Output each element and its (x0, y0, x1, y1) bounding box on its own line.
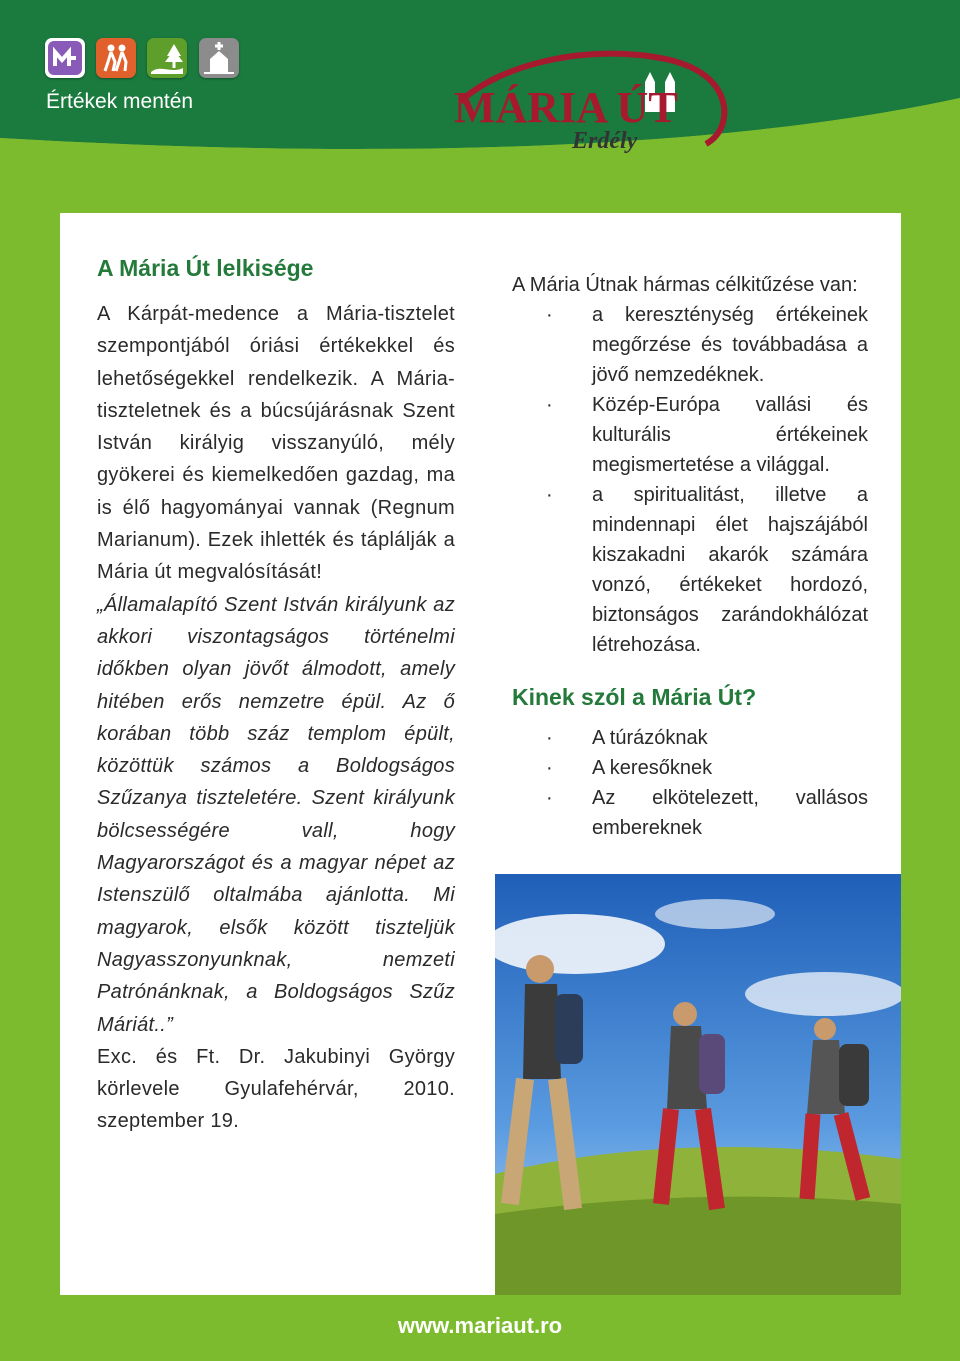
maria-ut-logo (440, 44, 730, 164)
intro-paragraph: A Kárpát-medence a Mária-tisztelet szempontjából óriási értékekkel és lehetőségekkel rendelkezik. A Mária-tiszteletnek és a búcsújárásnak Szent István királyig visszanyúló, mély gyökerei és kiemelkedően gazdag, ma is élő hagyományai vannak (Regnum Marianum). Ezek ihlették és táplálják a Mária út megvalósítását! (97, 303, 455, 584)
audience-item: · A túrázóknak (512, 723, 868, 753)
left-column (97, 255, 455, 1138)
quote-paragraph: „Államalapító Szent István királyunk az akkori viszontagságos történelmi időkben olyan jövőt álmodott, amely hitében erős nemzetre épül. Az ő korában több száz templom épült, közöttük számos a Boldogságos Szűzanya tiszteletére. Szent királyunk bölcsességére vall, hogy Magyarországot és a magyar népet az Istenszülő oltalmába ajánlotta. Mi magyarok, elsők között tiszteljük Nagyasszonyunknak, nemzeti Patrónánknak, a Boldogságos Szűz Máriát..” (97, 593, 455, 1036)
hikers-photo (495, 874, 901, 1295)
website-link[interactable]: www.mariaut.ro (397, 1313, 563, 1338)
tagline: Értékek mentén (46, 90, 194, 113)
logo-subtitle: Erdély (572, 128, 638, 154)
audience-list (512, 723, 868, 843)
goal-item: · a spiritualitást, illetve a mindennapi élet hajszájából kiszakadni akarók számára vonzó, értékeket hordozó, biztonságos zarándokhálózat létrehozása. (512, 480, 868, 660)
goals-intro: A Mária Útnak hármas célkitűzése van: (512, 274, 858, 296)
landscape-trees-icon (147, 38, 187, 78)
church-icon (199, 38, 239, 78)
audience-item: · Az elkötelezett, vallásos embereknek (512, 783, 868, 843)
hikers-icon (96, 38, 136, 78)
right-column (512, 270, 868, 843)
pilgrim-symbol-icon (45, 38, 85, 78)
goals-list (512, 300, 868, 660)
quote-signature: Exc. és Ft. Dr. Jakubinyi György körlevele Gyulafehérvár, 2010. szeptember 19. (97, 1045, 455, 1133)
goal-item: · Közép-Európa vallási és kulturális értékeinek megismertetése a világgal. (512, 390, 868, 480)
spirituality-heading: A Mária Út lelkisége (97, 255, 314, 281)
goal-item: · a kereszténység értékeinek megőrzése és továbbadása a jövő nemzedéknek. (512, 300, 868, 390)
logo-title: MÁRIA ÚT (454, 83, 678, 132)
audience-heading: Kinek szól a Mária Út? (512, 684, 757, 710)
audience-item: · A keresőknek (512, 753, 868, 783)
